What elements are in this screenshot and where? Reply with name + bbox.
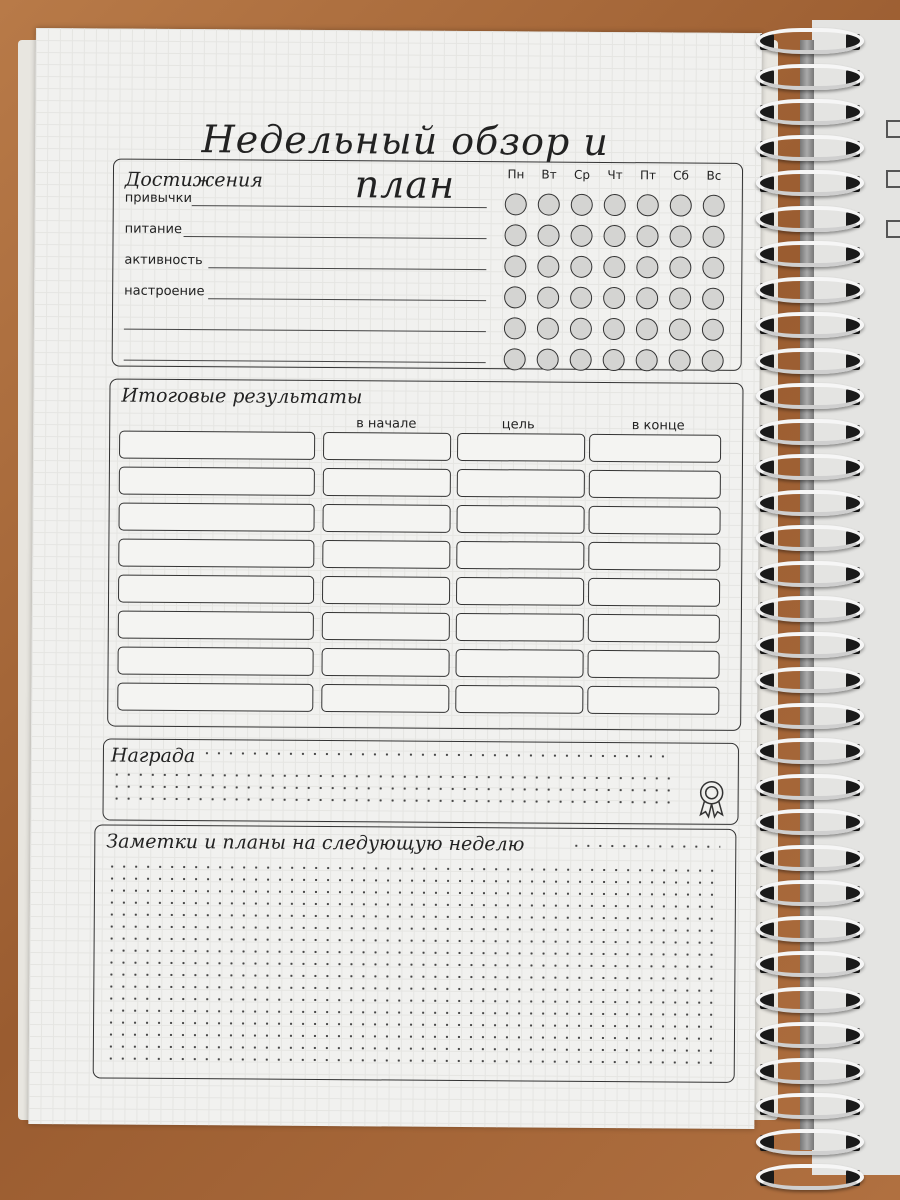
habit-check-circle[interactable] [702,319,724,341]
day-label-1: Вт [541,167,557,182]
habit-check-circle[interactable] [603,318,625,340]
achievement-row-label: привычки [124,190,192,207]
results-value-cell[interactable] [322,612,450,641]
habit-check-circle[interactable] [537,349,559,371]
results-value-cell[interactable] [587,686,719,715]
results-value-cell[interactable] [456,613,584,642]
habit-check-circle[interactable] [505,193,527,215]
rosette-icon [694,779,728,819]
habit-check-circle[interactable] [670,194,692,216]
day-label-5: Сб [673,168,689,183]
spiral-coil [756,632,864,658]
day-label-6: Вс [706,168,722,183]
spiral-coil [756,454,864,480]
spiral-coil [756,525,864,551]
spiral-coil [756,987,864,1013]
habit-check-circle[interactable] [603,256,625,278]
habit-check-circle[interactable] [669,318,691,340]
results-col-end: в конце [631,418,685,434]
results-value-cell[interactable] [321,684,449,713]
habit-check-circle[interactable] [637,194,659,216]
achievement-row-label: питание [124,221,183,238]
results-value-cell[interactable] [456,577,584,606]
habit-check-circle[interactable] [570,318,592,340]
habit-check-circle[interactable] [669,287,691,309]
results-value-cell[interactable] [323,432,451,461]
habit-check-circle[interactable] [702,257,724,279]
results-col-start: в начале [356,416,417,432]
day-label-0: Пн [507,167,525,182]
spiral-coil [756,703,864,729]
spiral-coil [756,1022,864,1048]
results-value-cell[interactable] [587,650,719,679]
spiral-coil [756,845,864,871]
habit-check-circle[interactable] [570,225,592,247]
habit-check-circle[interactable] [537,256,559,278]
habit-check-circle[interactable] [504,255,526,277]
spiral-coil [756,916,864,942]
spiral-coil [756,1093,864,1119]
page-title: Недельный обзор и план [201,117,609,207]
habit-check-circle[interactable] [636,349,658,371]
planner-page [28,28,762,1129]
results-value-cell[interactable] [588,578,720,607]
habit-check-circle[interactable] [702,350,724,372]
spiral-coil [756,561,864,587]
results-value-cell[interactable] [457,433,585,462]
spiral-coil [756,774,864,800]
results-value-cell[interactable] [322,576,450,605]
habit-check-circle[interactable] [537,287,559,309]
spiral-coil [756,99,864,125]
spiral-coil [756,1164,864,1190]
results-metric-cell[interactable] [119,467,315,496]
spiral-coil [756,1129,864,1155]
results-value-cell[interactable] [322,504,450,533]
habit-check-circle[interactable] [504,317,526,339]
spiral-coil [756,1058,864,1084]
habit-check-circle[interactable] [603,287,625,309]
achievement-row-label: настроение [124,283,205,300]
habit-check-circle[interactable] [636,318,658,340]
results-metric-cell[interactable] [117,683,313,712]
habit-check-circle[interactable] [538,194,560,216]
habit-check-circle[interactable] [570,256,592,278]
results-value-cell[interactable] [323,468,451,497]
habit-check-circle[interactable] [604,194,626,216]
spiral-coil [756,206,864,232]
notes-label: Заметки и планы на следующую неделю [106,830,525,856]
habit-check-circle[interactable] [669,256,691,278]
habit-check-circle[interactable] [504,348,526,370]
reward-dot-grid-lower [111,769,671,811]
spiral-coil [756,170,864,196]
spiral-coil [756,348,864,374]
spiral-coil [756,809,864,835]
results-metric-cell[interactable] [118,503,314,532]
spiral-coil [756,667,864,693]
habit-check-circle[interactable] [504,286,526,308]
spiral-coil [756,241,864,267]
results-value-cell[interactable] [455,685,583,714]
habit-check-circle[interactable] [504,224,526,246]
habit-check-circle[interactable] [571,194,593,216]
spiral-coil [756,135,864,161]
results-value-cell[interactable] [456,541,584,570]
habit-check-circle[interactable] [702,288,724,310]
results-metric-cell[interactable] [118,575,314,604]
habit-check-circle[interactable] [570,287,592,309]
results-metric-cell[interactable] [119,431,315,460]
results-value-cell[interactable] [589,470,721,499]
day-label-4: Пт [639,168,657,183]
day-label-2: Ср [573,167,591,182]
results-value-cell[interactable] [588,542,720,571]
spiral-coil [756,64,864,90]
achievement-row-label: активность [124,252,203,269]
habit-check-circle[interactable] [636,287,658,309]
spiral-coil [756,880,864,906]
reward-label: Награда [110,744,196,768]
spiral-coil [756,490,864,516]
habit-check-circle[interactable] [636,225,658,247]
results-value-cell[interactable] [321,648,449,677]
results-value-cell[interactable] [588,506,720,535]
results-metric-cell[interactable] [117,647,313,676]
spiral-coil [756,277,864,303]
results-metric-cell[interactable] [118,539,314,568]
achievements-label: Достижения [124,168,263,192]
results-value-cell[interactable] [322,540,450,569]
results-value-cell[interactable] [456,505,584,534]
habit-check-circle[interactable] [669,349,691,371]
spiral-binding [748,0,868,1200]
results-value-cell[interactable] [588,614,720,643]
results-metric-cell[interactable] [118,611,314,640]
day-label-3: Чт [607,167,623,183]
habit-check-circle[interactable] [703,195,725,217]
spiral-coil [756,596,864,622]
results-col-goal: цель [501,417,535,433]
habit-check-circle[interactable] [603,349,625,371]
spiral-coil [756,419,864,445]
results-label: Итоговые результаты [121,384,363,409]
spiral-coil [756,312,864,338]
spiral-coil [756,738,864,764]
results-value-cell[interactable] [455,649,583,678]
habit-check-circle[interactable] [603,225,625,247]
habit-check-circle[interactable] [636,256,658,278]
habit-check-circle[interactable] [537,225,559,247]
habit-check-circle[interactable] [702,226,724,248]
results-value-cell[interactable] [589,434,721,463]
habit-check-circle[interactable] [537,318,559,340]
notes-dot-grid [105,861,720,1071]
notes-dot-grid-top [570,840,720,855]
habit-check-circle[interactable] [669,225,691,247]
spiral-coil [756,383,864,409]
habit-check-circle[interactable] [570,349,592,371]
spiral-coil [756,28,864,54]
results-value-cell[interactable] [457,469,585,498]
spiral-coil [756,951,864,977]
